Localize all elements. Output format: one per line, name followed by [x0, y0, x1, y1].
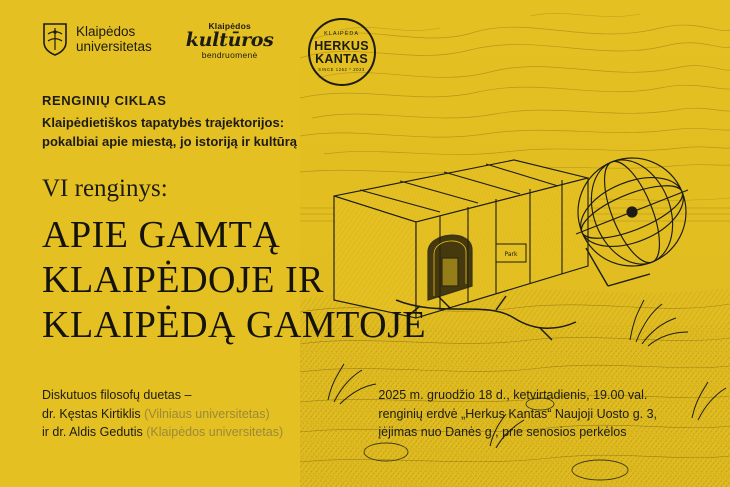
participant-2-name: ir dr. Aldis Gedutis	[42, 425, 143, 439]
event-details-block	[378, 386, 692, 442]
event-datetime: 2025 m. gruodžio 18 d., ketvirtadienis, 19.00 val.	[378, 388, 648, 402]
participant-2	[42, 423, 316, 442]
community-logo-line2: kultūros	[185, 28, 274, 51]
title-line-3: KLAIPĖDĄ GAMTOJE	[42, 304, 427, 346]
participant-1	[42, 405, 316, 424]
footer-info	[42, 386, 692, 442]
event-number: VI renginys:	[42, 175, 168, 202]
participant-1-name: dr. Kęstas Kirtiklis	[42, 406, 141, 421]
coat-of-arms-icon	[42, 22, 68, 56]
participants-intro: Diskutuos filosofų duetas –	[42, 388, 192, 402]
series-subtitle-line2: pokalbiai apie miestą, jo istoriją ir kultūrą	[42, 134, 298, 149]
university-logo-line1: Klaipėdos	[76, 24, 136, 39]
logo-herkus-kantas	[308, 18, 376, 86]
svg-text:Park: Park	[504, 251, 518, 258]
title-line-2: KLAIPĖDOJE IR	[42, 259, 324, 301]
logo-klaipeda-university	[42, 22, 152, 56]
university-logo-text	[76, 24, 152, 54]
series-subtitle	[42, 113, 297, 151]
series-heading	[42, 93, 297, 151]
title-line-1: APIE GAMTĄ	[42, 214, 281, 256]
event-entrance: įėjimas nuo Danės g., prie senosios perkėlos	[378, 425, 627, 439]
participant-1-affiliation: (Vilniaus universitetas)	[144, 406, 270, 421]
community-logo-line1: Klaipėdos	[208, 21, 251, 31]
logo-row	[42, 22, 376, 86]
participant-2-affiliation: (Klaipėdos universitetas)	[146, 425, 284, 439]
series-subtitle-line1: Klaipėdietiškos tapatybės trajektorijos:	[42, 115, 285, 130]
herkus-logo-bottom: SINCE 1252 * 2023	[318, 67, 365, 73]
page-title	[42, 213, 426, 348]
series-eyebrow: RENGINIŲ CIKLAS	[42, 93, 167, 108]
event-venue: renginių erdvė „Herkus Kantas“ Naujoji Uosto g. 3,	[378, 406, 658, 421]
participants-block	[42, 386, 316, 442]
herkus-logo-top: KLAIPĖDA	[324, 30, 360, 37]
university-logo-line2: universitetas	[76, 39, 152, 54]
herkus-logo-main: HERKUS KANTAS	[314, 39, 369, 66]
community-logo-line3: bendruomenė	[201, 49, 258, 60]
logo-culture-community	[186, 22, 274, 60]
